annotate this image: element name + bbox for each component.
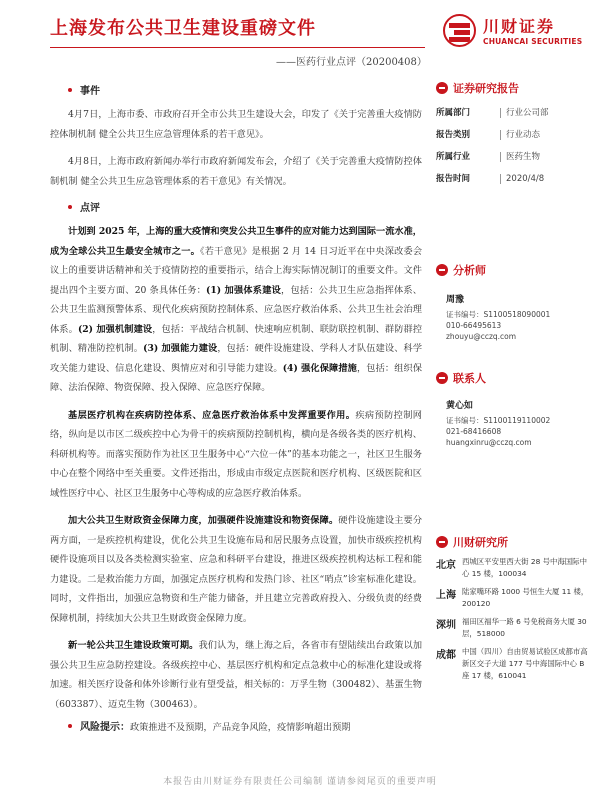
comment-p1-b2: (2) 加强机制建设 (77, 323, 153, 335)
office-entry (436, 646, 596, 682)
comment-p2-bold: 基层医疗机构在疾病防控体系、应急医疗救治体系中发挥重要作用。 (68, 409, 356, 421)
logo-icon (443, 14, 476, 47)
comment-p1-b3: (3) 加强能力建设 (143, 343, 218, 354)
comment-p1-e: ，包括：硬件设施建设、学科人才队伍建设、科学攻关能力建设、信息化建设、舆情应对和引导能力建设。 (50, 343, 423, 374)
analyst-cert: 证书编号：S1100518090001 (446, 310, 551, 319)
info-value: 行业动态 (500, 130, 540, 140)
info-value: 2020/4/8 (500, 174, 544, 184)
comment-p1-d: ，包括：平战结合机制、快速响应机制、联防联控机制、群防群控机制、精准防控机制。 (50, 323, 423, 354)
analyst-heading (436, 262, 596, 278)
section-marker-icon (436, 82, 448, 94)
comment-p4-text: 我们认为，继上海之后，各省市有望陆续出台政策以加强公共卫生应急防控建设。各级疾控中心、基层医疗机构和定点急救中心的标准化建设或将加速。相关医疗设备和体外诊断行业有望受益，相关标的：万孚生物（300482）、基蛋生物（603387）、迈克生物（300463）。 (50, 640, 423, 710)
contact-heading-label: 联系人 (453, 372, 486, 385)
comment-heading (50, 199, 422, 214)
contact-cert: 证书编号：S1100119110002 (446, 416, 551, 425)
comment-p4-bold: 新一轮公共卫生建设政策可期。 (68, 640, 199, 651)
office-city: 上海 (436, 590, 456, 601)
page-subtitle: ——医药行业点评（20200408） (276, 57, 427, 68)
events-heading-label: 事件 (80, 86, 100, 97)
research-heading-label: 川财研究所 (453, 536, 508, 549)
comment-paragraph-3 (50, 511, 422, 628)
analyst-card (446, 292, 596, 342)
office-city: 北京 (436, 560, 456, 571)
contact-card (446, 398, 596, 448)
logo-name-cn: 川财证券 (483, 17, 556, 36)
bullet-icon (68, 724, 72, 728)
risk-text: 政策推进不及预期，产品竞争风险，疫情影响超出预期 (130, 721, 351, 733)
office-address: 陆家嘴环路 1000 号恒生大厦 11 楼，200120 (462, 587, 589, 608)
info-key: 所属部门 (436, 108, 471, 118)
title-divider (50, 47, 425, 48)
comment-p2-text: 疾病预防控制网络，纵向是以市区二级疾控中心为骨干的疾病预防控制机构，横向是各级各类的医疗机构、科研机构等。而落实预防作为社区卫生服务中心“六位一体”的基本功能之一，社区卫生服务中心在整个网络中至关重要。文件还指出，形成由市级定点医院和医疗机构、区级医院和区域性医疗中心、社区卫生服务中心等构成的应急医疗救治体系。 (50, 409, 422, 499)
bullet-icon (68, 88, 72, 92)
comment-p1-f: ，包括：组织保障、法治保障、物资保障、投入保障、应急医疗保障。 (50, 362, 423, 393)
research-heading (436, 534, 596, 550)
contact-name: 黄心如 (446, 401, 474, 411)
info-row (436, 146, 596, 168)
logo-name-en: CHUANCAI SECURITIES (483, 37, 583, 46)
analyst-phone: 010-66495613 (446, 321, 502, 330)
contact-email[interactable]: huangxinru@cczq.com (446, 438, 532, 447)
bullet-icon (68, 205, 72, 209)
info-key: 报告时间 (436, 174, 471, 184)
events-heading (50, 82, 422, 97)
comment-p1-b4: (4) 强化保障措施 (282, 362, 357, 374)
info-key: 报告类别 (436, 130, 471, 140)
report-heading (436, 80, 596, 96)
page-footer: 本报告由川财证券有限责任公司编制 谨请参阅尾页的重要声明 (163, 777, 437, 787)
comment-p1-c: ，包括：公共卫生应急指挥体系、公共卫生监测预警体系、现代化疾病预防控制体系、应急医疗救治体系、公共卫生社会治理体系。 (50, 284, 422, 335)
section-marker-icon (436, 264, 448, 276)
info-value: 行业公司部 (500, 108, 549, 118)
sidebar (436, 80, 596, 688)
comment-paragraph-2 (50, 406, 422, 504)
office-city: 成都 (436, 650, 456, 661)
brand-logo (443, 10, 583, 50)
office-entry (436, 586, 596, 610)
risk-note (50, 718, 422, 733)
info-row (436, 124, 596, 146)
comment-paragraph-1 (50, 222, 422, 398)
analyst-email[interactable]: zhouyu@cczq.com (446, 332, 517, 341)
section-marker-icon (436, 536, 448, 548)
contact-heading (436, 370, 596, 386)
contact-phone: 021-68416608 (446, 427, 502, 436)
analyst-name: 周豫 (446, 295, 465, 305)
section-marker-icon (436, 372, 448, 384)
comment-p1-a: 《若干意见》是根据 2 月 14 日习近平在中央深改委会议上的重要讲话精神和关于疫情防控的重要指示，结合上海实际情况制订的重要文件。文件提出四个主要方面、20 条具体任务： (50, 245, 423, 296)
office-city: 深圳 (436, 620, 456, 631)
analyst-heading-label: 分析师 (453, 264, 486, 277)
comment-p1-bold: 计划到 2025 年，上海的重大疫情和突发公共卫生事件的应对能力达到国际一流水准，成为全球公共卫生最安全城市之一。 (50, 226, 422, 257)
comment-paragraph-4 (50, 636, 422, 714)
office-address: 福田区福华一路 6 号免税商务大厦 30 层，518000 (462, 617, 587, 638)
office-entry (436, 616, 596, 640)
header (50, 14, 430, 40)
comment-p3-text: 硬件设施建设主要分两方面，一是疾控机构建设，优化公共卫生设施布局和居民服务点设置，加快市级疾控机构硬件设施项目以及各类检测实验室、应急和科研平台建设，推进区级疾控机构达标工程和能力建设。二是救治能力方面，加强定点医疗机构和发热门诊、社区“哨点”诊室标准化建设。同时，文件指出，加强应急物资和生产能力储备，并且建立完善政府投入、分级负责的经费保障机制，持续加大公共卫生财政资金保障力度。 (50, 515, 423, 624)
office-address: 中国（四川）自由贸易试验区成都市高新区交子大道 177 号中海国际中心 B 座 17 楼，610041 (462, 647, 588, 680)
office-entry (436, 556, 596, 580)
info-value: 医药生物 (500, 152, 540, 162)
report-heading-label: 证券研究报告 (453, 82, 519, 95)
page-title: 上海发布公共卫生建设重磅文件 (50, 18, 316, 39)
events-paragraph-1: 4月7日，上海市委、市政府召开全市公共卫生建设大会，印发了《关于完善重大疫情防控体制机制 健全公共卫生应急管理体系的若干意见》。 (50, 109, 422, 140)
info-key: 所属行业 (436, 152, 471, 162)
comment-p1-b1: (1) 加强体系建设 (206, 284, 282, 296)
info-row (436, 168, 596, 190)
info-row (436, 102, 596, 124)
events-paragraph-2: 4月8日，上海市政府新闻办举行市政府新闻发布会，介绍了《关于完善重大疫情防控体制机制 健全公共卫生应急管理体系的若干意见》有关情况。 (50, 156, 422, 187)
main-content (50, 82, 422, 733)
comment-p3-bold: 加大公共卫生财政资金保障力度，加强硬件设施建设和物资保障。 (68, 515, 339, 526)
risk-label: 风险提示： (80, 722, 130, 733)
comment-heading-label: 点评 (80, 203, 100, 214)
office-address: 西城区平安里西大街 28 号中海国际中心 15 楼，100034 (462, 557, 587, 578)
